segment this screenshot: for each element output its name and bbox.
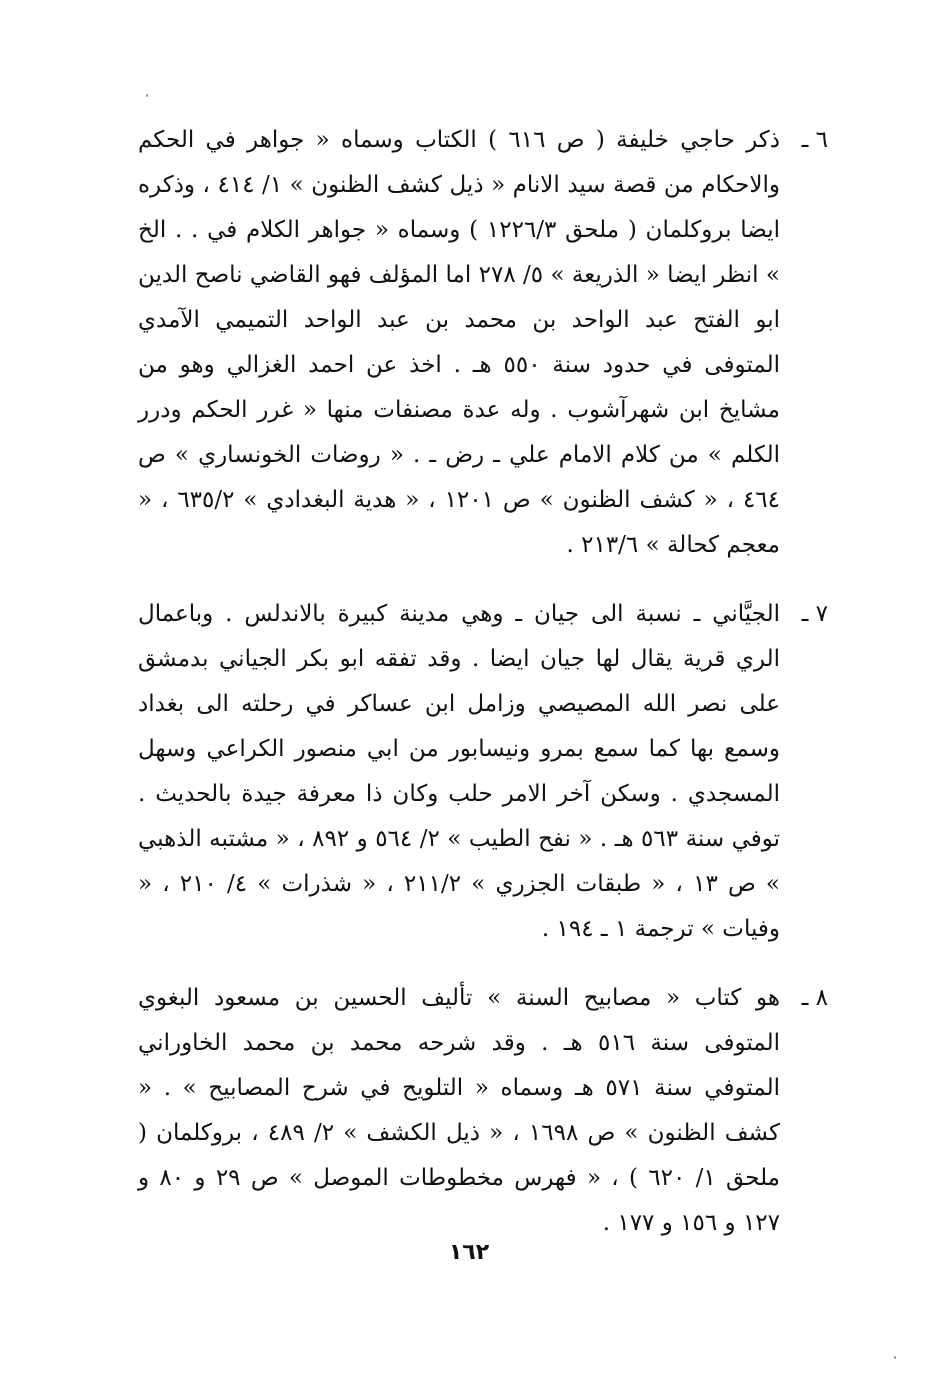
footnote-text: الجيَّاني ـ نسبة الى جيان ـ وهي مدينة كبيرة بالاندلس . وباعمال الري قرية يقال لها جيان ايضا . وقد تفقه ابو بكر الجياني بدمشق على نصر الله المصيصي وزامل ابن عساكر في رحلته الى بغداد وسمع بها كما سمع بمرو ونيسابور من ابي منصور الكراعي وسهل المسجدي . وسكن آخر الامر حلب وكان ذا معرفة جيدة بالحديث . توفي سنة ٥٦٣ هـ . « نفح الطيب » ٢/ ٥٦٤ و ٨٩٢ ، « مشتبه الذهبي » ص ١٣ ، « طبقات الجزري » ٢١١/٢ ، « شذرات » ٤/ ٢١٠ ، « وفيات » ترجمة ١ ـ ١٩٤ . (138, 601, 781, 942)
footnote-number: ٨ ـ (801, 985, 828, 1011)
footnote-number: ٧ ـ (801, 601, 828, 627)
footnote-text: هو كتاب « مصابيح السنة » تأليف الحسين بن مسعود البغوي المتوفى سنة ٥١٦ هـ . وقد شرحه محمد بن محمد الخاوراني المتوفي سنة ٥٧١ هـ وسماه « التلويح في شرح المصابيح » . « كشف الظنون » ص ١٦٩٨ ، « ذيل الكشف » ٢/ ٤٨٩ ، بروكلمان ( ملحق ١/ ٦٢٠ ) ، « فهرس مخطوطات الموصل » ص ٢٩ و ٨٠ و ١٢٧ و ١٥٦ و ١٧٧ . (138, 985, 781, 1236)
footnote-8 (138, 976, 828, 1246)
footnote-7 (138, 592, 828, 952)
footnotes-block (138, 118, 828, 1246)
scan-speck (894, 1356, 896, 1359)
scan-speck (146, 94, 148, 97)
footnote-text: ذكر حاجي خليفة ( ص ٦١٦ ) الكتاب وسماه « جواهر في الحكم والاحكام من قصة سيد الانام « ذيل كشف الظنون » ١/ ٤١٤ ، وذكره ايضا بروكلمان ( ملحق ١٢٢٦/٣ ) وسماه « جواهر الكلام في . . الخ » انظر ايضا « الذريعة » ٥/ ٢٧٨ اما المؤلف فهو القاضي ناصح الدين ابو الفتح عبد الواحد بن محمد بن عبد الواحد التميمي الآمدي المتوفى في حدود سنة ٥٥٠ هـ . اخذ عن احمد الغزالي وهو من مشايخ ابن شهرآشوب . وله عدة مصنفات منها « غرر الحكم ودرر الكلم » من كلام الامام علي ـ رض ـ . « روضات الخونساري » ص ٤٦٤ ، « كشف الظنون » ص ١٢٠١ ، « هدية البغدادي » ٦٣٥/٢ ، « معجم كحالة » ٢١٣/٦ . (138, 127, 781, 558)
footnote-6 (138, 118, 828, 568)
footnote-number: ٦ ـ (801, 127, 828, 153)
page-number: ١٦٢ (448, 1240, 490, 1265)
